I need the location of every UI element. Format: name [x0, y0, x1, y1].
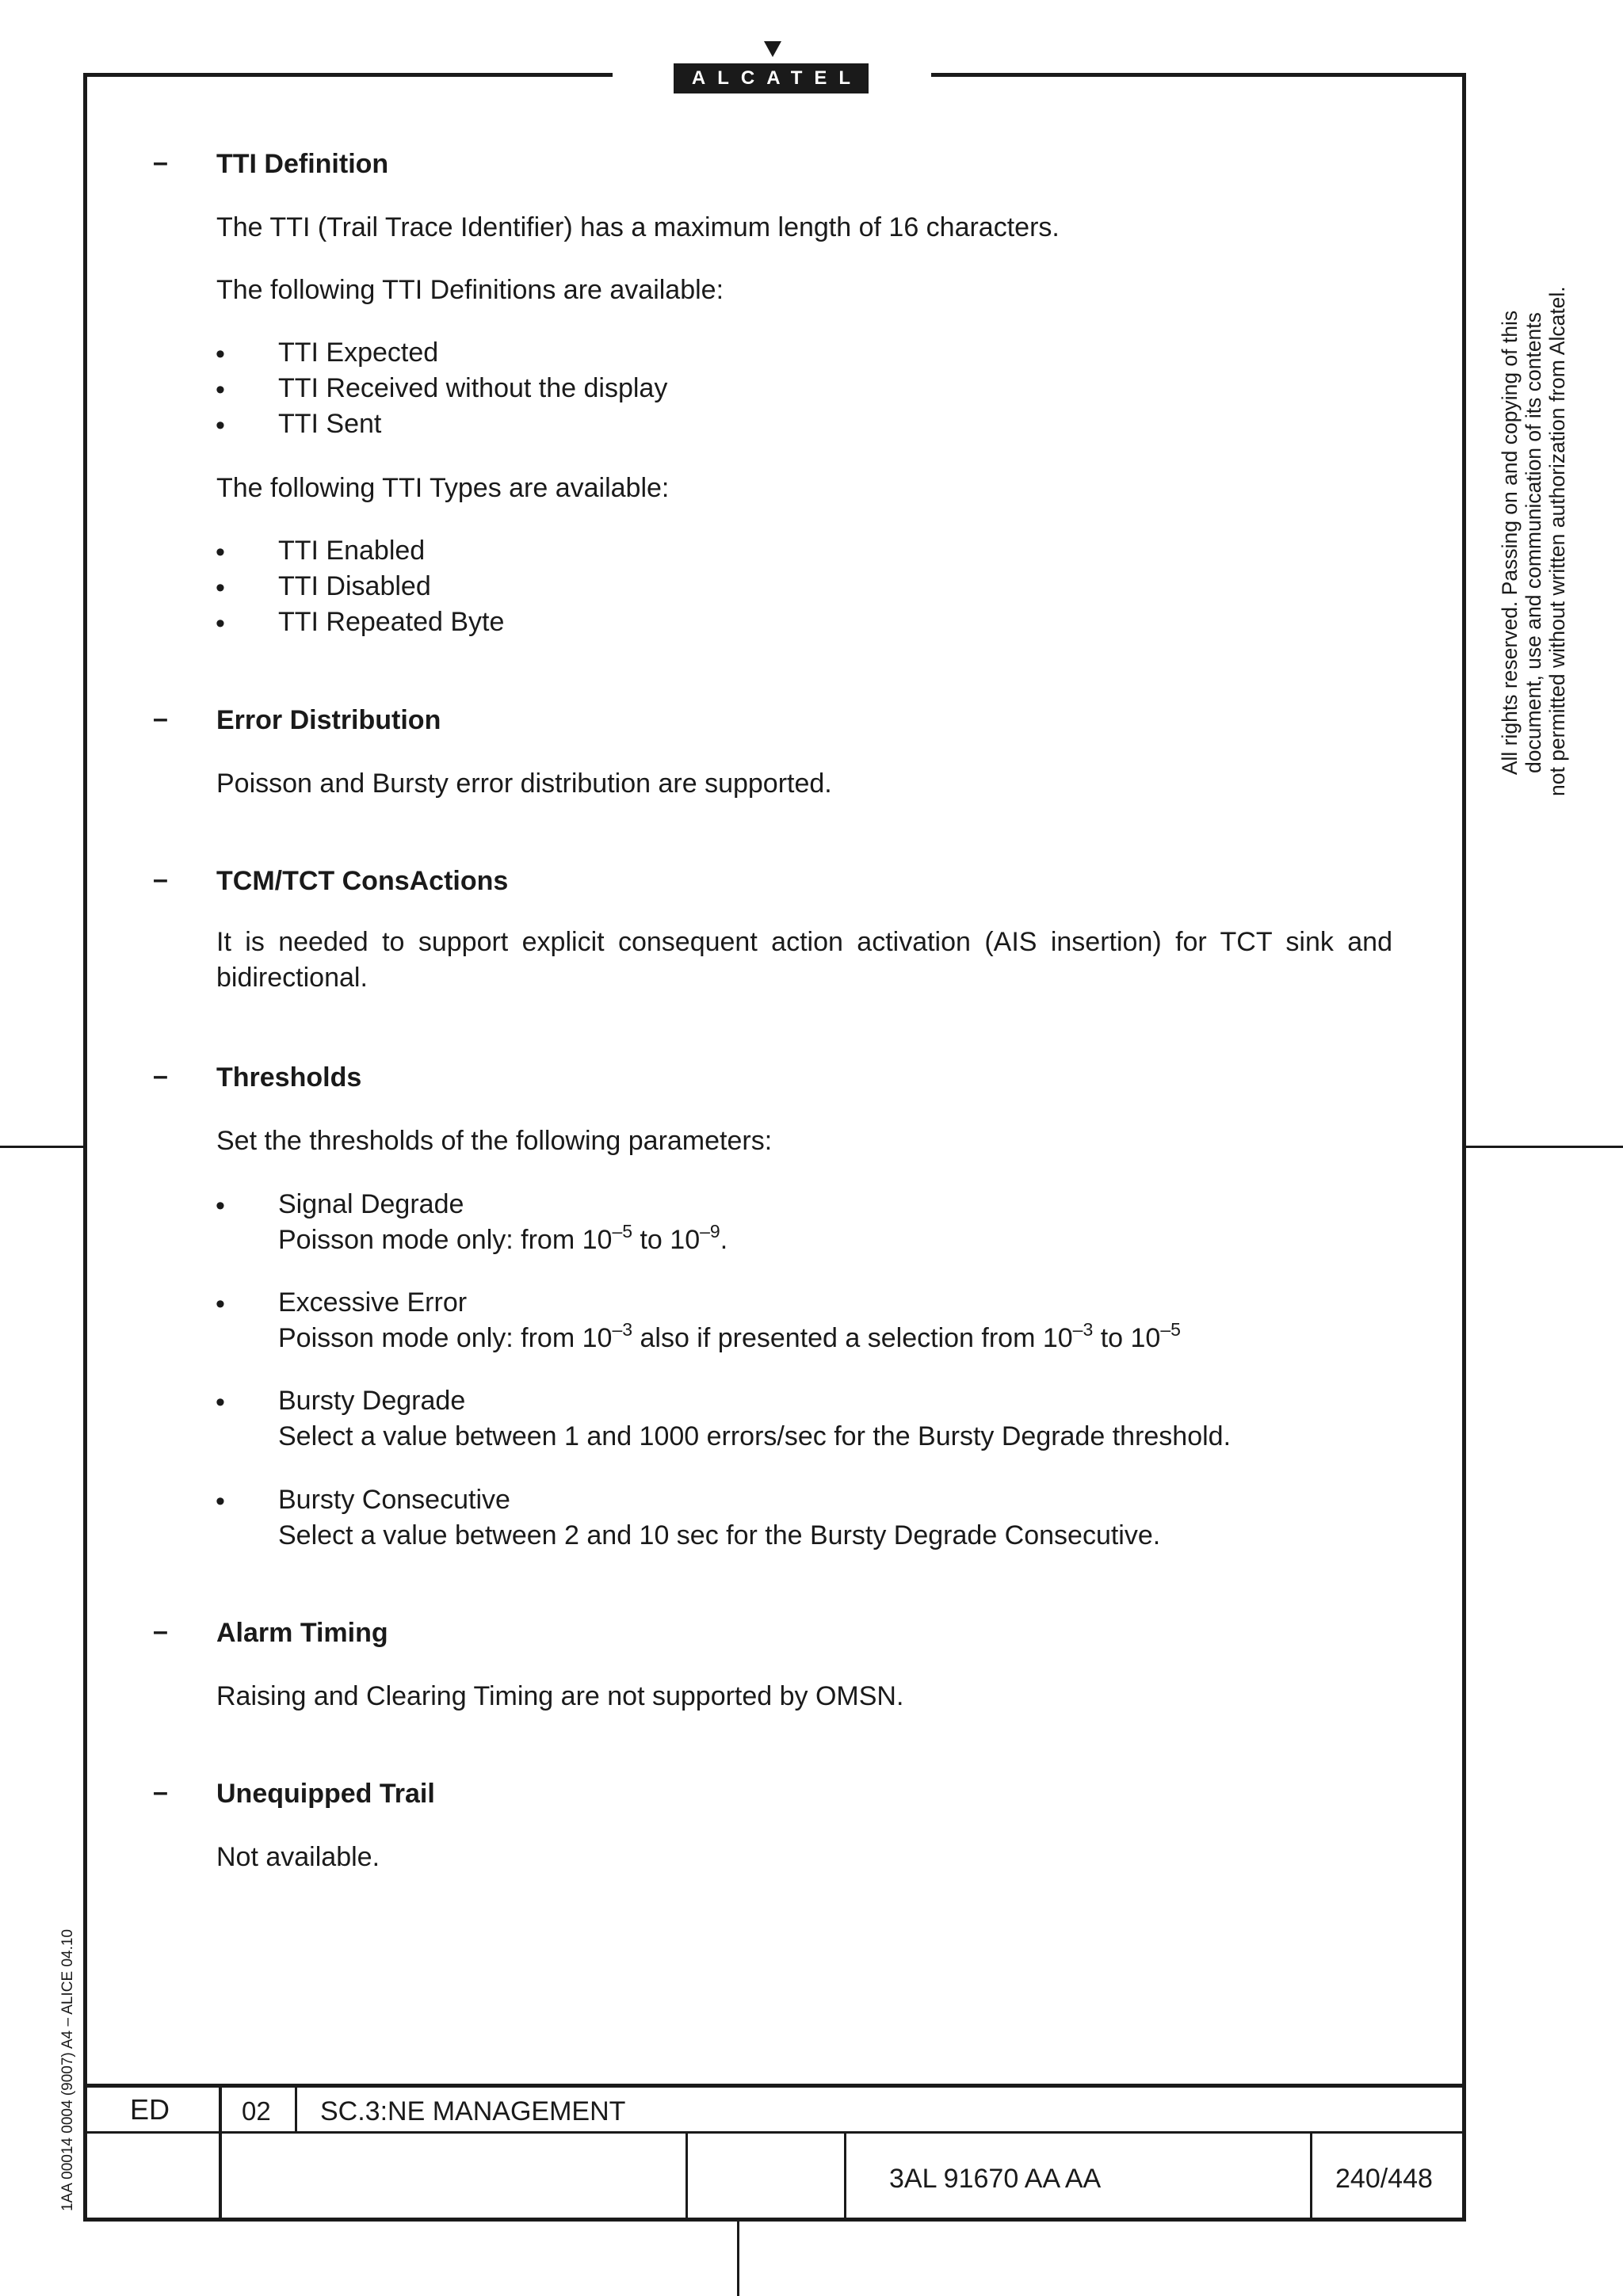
logo-text: ALCATEL [691, 67, 863, 89]
footer-rule-middle [83, 2131, 1466, 2134]
rights-line: document, use and communication of its contents [1522, 312, 1545, 773]
footer-ed-label: ED [130, 2093, 170, 2126]
footer-doc-code: 3AL 91670 AA AA [889, 2164, 1102, 2194]
bullet: • [216, 339, 225, 369]
item-text: Poisson mode only: from $10^{-5}$ to $10^{-9}$. [278, 1221, 728, 1255]
list-item: TTI Received without the display [278, 373, 668, 403]
item-text: Poisson mode only: from $10^{-3}$ also if presented a selection from $10^{-3}$ to $10^{-5}$ [278, 1319, 1181, 1353]
list-item: TTI Sent [278, 409, 382, 439]
paragraph: Not available. [216, 1842, 380, 1872]
bullet: • [216, 1486, 225, 1516]
frame-top-border-right [931, 73, 1466, 77]
footer-divider [1310, 2131, 1312, 2222]
paragraph: Set the thresholds of the following parameters: [216, 1126, 773, 1156]
alcatel-logo [674, 63, 869, 93]
section-dash: – [153, 147, 168, 177]
bullet: • [216, 608, 225, 639]
list-item-bursty-degrade [278, 1383, 1231, 1455]
section-dash: – [153, 1777, 168, 1807]
section-heading-alarm-timing: Alarm Timing [216, 1618, 388, 1648]
cut-mark-right [1466, 1146, 1623, 1148]
bullet: • [216, 573, 225, 603]
logo-arrow-icon [764, 41, 781, 57]
section-dash: – [153, 1061, 168, 1091]
item-title: Signal Degrade [278, 1189, 464, 1219]
list-item: TTI Enabled [278, 536, 426, 566]
section-dash: – [153, 864, 168, 894]
footer-page-number: 240/448 [1335, 2164, 1433, 2194]
footer-section-title: SC.3:NE MANAGEMENT [320, 2096, 626, 2126]
bullet: • [216, 375, 225, 405]
section-heading-error-distribution: Error Distribution [216, 705, 441, 735]
section-heading-thresholds: Thresholds [216, 1062, 362, 1093]
bullet: • [216, 1191, 225, 1221]
footer-rule-top [83, 2084, 1466, 2088]
item-title: Bursty Consecutive [278, 1485, 510, 1515]
list-item-signal-degrade [278, 1187, 727, 1258]
item-text: Select a value between 2 and 10 sec for the Bursty Degrade Consecutive. [278, 1520, 1161, 1550]
paragraph: Raising and Clearing Timing are not supported by OMSN. [216, 1681, 904, 1711]
item-title: Bursty Degrade [278, 1386, 466, 1416]
bullet: • [216, 410, 225, 441]
list-item-excessive-error [278, 1285, 1181, 1356]
section-heading-tti: TTI Definition [216, 149, 389, 179]
list-item: TTI Expected [278, 338, 439, 368]
list-item-bursty-consecutive [278, 1482, 1160, 1554]
paragraph: The following TTI Types are available: [216, 473, 670, 503]
section-heading-tcm: TCM/TCT ConsActions [216, 866, 509, 896]
list-item: TTI Repeated Byte [278, 607, 505, 637]
bullet: • [216, 1289, 225, 1319]
paragraph: The following TTI Definitions are available: [216, 275, 724, 305]
footer-divider [295, 2084, 297, 2133]
footer-ed-value: 02 [242, 2096, 271, 2126]
paragraph: It is needed to support explicit consequent action activation (AIS insertion) for TCT sink and bidirectional. [216, 927, 1392, 993]
footer-divider [219, 2084, 222, 2222]
rights-line: not permitted without written authorization from Alcatel. [1545, 286, 1569, 796]
frame-top-border-left [83, 73, 613, 77]
list-item: TTI Disabled [278, 571, 431, 601]
section-dash: – [153, 704, 168, 734]
bullet: • [216, 537, 225, 567]
frame-left-border [83, 73, 87, 2222]
item-text: Select a value between 1 and 1000 errors/sec for the Bursty Degrade threshold. [278, 1421, 1232, 1451]
cut-mark-bottom [737, 2222, 739, 2296]
paragraph: The TTI (Trail Trace Identifier) has a maximum length of 16 characters. [216, 212, 1060, 242]
bullet: • [216, 1387, 225, 1417]
section-heading-unequipped-trail: Unequipped Trail [216, 1779, 435, 1809]
footer-divider [844, 2131, 846, 2222]
item-title: Excessive Error [278, 1287, 468, 1318]
cut-mark-left [0, 1146, 83, 1148]
footer-rule-bottom [83, 2218, 1466, 2222]
paragraph: Poisson and Bursty error distribution are supported. [216, 769, 832, 799]
footer-divider [685, 2131, 688, 2222]
rights-notice [1498, 286, 1569, 796]
form-code: 1AA 00014 0004 (9007) A4 – ALICE 04.10 [59, 1928, 76, 2212]
rights-line: All rights reserved. Passing on and copying of this [1498, 310, 1522, 776]
section-dash: – [153, 1616, 168, 1646]
